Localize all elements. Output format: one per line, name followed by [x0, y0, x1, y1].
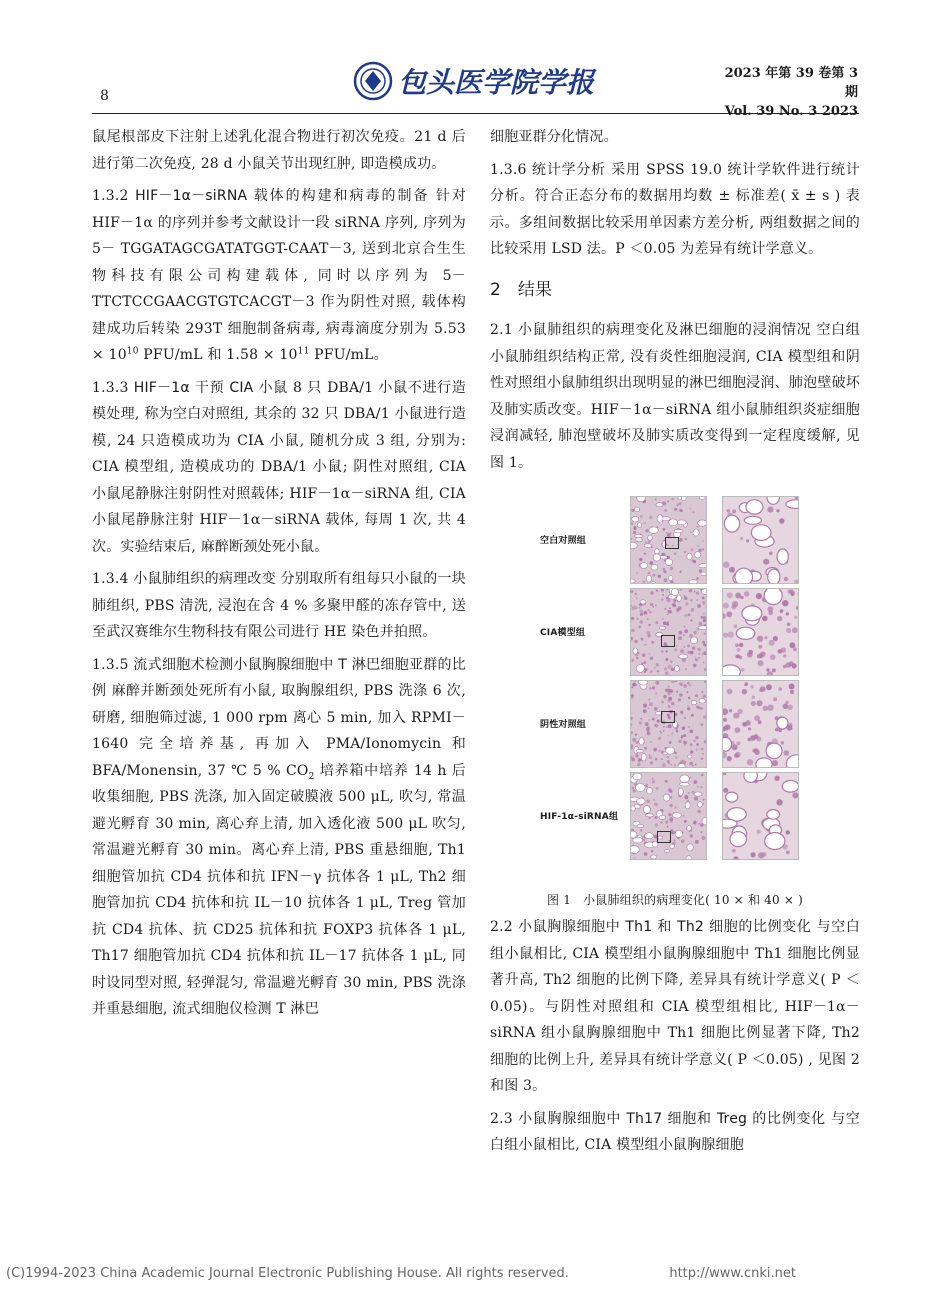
- zoom-region: [665, 537, 679, 549]
- section-body: PFU/mL。: [309, 347, 388, 363]
- micrograph-10x: [630, 588, 707, 676]
- subscript: 2: [308, 771, 315, 782]
- figure-1: [490, 496, 860, 884]
- heading-results: [490, 277, 860, 304]
- issue-line-en: Vol. 39 No. 3 2023: [724, 104, 858, 119]
- micrograph-40x: [722, 680, 799, 768]
- section-1-3-4: [92, 566, 466, 646]
- micrograph-10x: [630, 772, 707, 860]
- figure-row: [490, 588, 860, 674]
- section-number: 2.2: [490, 919, 513, 935]
- section-body: 分别取所有组每只小鼠的一块肺组织, PBS 清洗, 浸泡在含 4 % 多聚甲醛的冻存管中, 送至武汉赛维尔生物科技有限公司进行 HE 染色并拍照。: [92, 571, 466, 640]
- section-number: 1.3.3: [92, 379, 129, 396]
- section-title: 统计学分析: [531, 161, 606, 178]
- section-1-3-2: [92, 183, 466, 369]
- zoom-region: [661, 635, 675, 647]
- figure-row: [490, 772, 860, 858]
- section-body: PFU/mL 和 1.58 × 10: [138, 347, 298, 363]
- heading-title: 结果: [517, 279, 553, 300]
- section-body: 培养箱中培养 14 h 后收集细胞, PBS 洗涤, 加入固定破膜液 500 μL, 吹匀, 常温避光孵育 30 min, 离心弃上清, 加入透化液 500 μL 吹匀, 常温避光孵育 30 min。离心弃上清, PBS 重悬细胞, Th1 细胞管加抗 CD4 抗体和抗 IFN－γ 抗体各 1 μL, Th2 细胞管加抗 CD4 抗体和抗 IL－10 抗体各 1 μL, Treg 管加抗 CD4 抗体、抗 CD25 抗体和抗 FOXP3 抗体各 1 μL, Th17 细胞管加抗 CD4 抗体和抗 IL－17 抗体各 1 μL, 同时设同型对照, 轻弹混匀, 常温避光孵育 30 min, PBS 洗涤并重悬细胞, 流式细胞仪检测 T 淋巴: [92, 762, 466, 1017]
- figure-row-label: CIA模型组: [540, 628, 586, 638]
- issue-line-cn: 2023 年第 39 卷第 3 期: [724, 66, 858, 100]
- section-title: 小鼠胸腺细胞中 Th1 和 Th2 细胞的比例变化: [517, 919, 812, 935]
- journal-logo: [352, 58, 610, 104]
- paragraph: 细胞亚群分化情况。: [490, 129, 618, 145]
- section-number: 2.3: [490, 1110, 513, 1127]
- section-number: 1.3.2: [92, 188, 129, 204]
- copyright-notice: (C)1994-2023 China Academic Journal Electronic Publishing House. All rights reserved.: [6, 1266, 569, 1281]
- figure-row: [490, 680, 860, 766]
- zoom-region: [661, 711, 675, 723]
- figure-caption-text: 小鼠肺组织的病理变化( 10 × 和 40 × ): [583, 893, 803, 907]
- page-number: 8: [100, 88, 109, 104]
- section-number: 2.1: [490, 322, 513, 338]
- micrograph-40x: [722, 588, 799, 676]
- section-2-1: [490, 317, 860, 476]
- micrograph-10x: [630, 680, 707, 768]
- section-number: 1.3.4: [92, 571, 129, 587]
- section-title: 流式细胞术检测小鼠胸腺细胞中 T 淋巴细胞亚群的比例: [92, 656, 466, 699]
- section-1-3-5: [92, 652, 466, 1023]
- figure-caption-label: 图 1: [546, 893, 572, 907]
- heading-number: 2: [490, 279, 502, 300]
- journal-name: 包头医学院学报: [398, 66, 595, 99]
- superscript: 10: [126, 346, 139, 357]
- superscript: 11: [297, 346, 310, 357]
- section-title: 小鼠肺组织的病理改变: [133, 571, 276, 587]
- section-title: 小鼠胸腺细胞中 Th17 细胞和 Treg 的比例变化: [518, 1110, 826, 1127]
- section-number: 1.3.5: [92, 656, 129, 673]
- figure-row-label: 空白对照组: [540, 536, 587, 546]
- section-body: 与空白组小鼠相比, CIA 模型组小鼠胸腺细胞: [490, 1110, 861, 1153]
- paragraph: 鼠尾根部皮下注射上述乳化混合物进行初次免疫。21 d 后进行第二次免疫, 28 d 小鼠关节出现红肿, 即造模成功。: [92, 129, 466, 172]
- zoom-region: [657, 831, 671, 843]
- footer: [6, 1266, 946, 1281]
- figure-caption: [490, 890, 860, 910]
- section-title: HIF－1α 干预 CIA 小鼠: [133, 379, 288, 396]
- section-number: 1.3.6: [490, 161, 527, 178]
- figure-row: [490, 496, 860, 582]
- footer-url[interactable]: http://www.cnki.net: [669, 1266, 796, 1281]
- section-1-3-3: [92, 375, 466, 561]
- section-body: 采用 SPSS 19.0 统计学软件进行统计分析。符合正态分布的数据用均数 ± 标准差( x̄ ± s ) 表示。多组间数据比较采用单因素方差分析, 两组数据之间的比较采用 LSD 法。P ＜0.05 为差异有统计学意义。: [490, 161, 860, 257]
- micrograph-10x: [630, 496, 707, 584]
- section-body: 8 只 DBA/1 小鼠不进行造模处理, 称为空白对照组, 其余的 32 只 DBA/1 小鼠进行造模, 24 只造模成功为 CIA 小鼠, 随机分成 3 组, 分别为: CIA 模型组, 造模成功的 DBA/1 小鼠; 阴性对照组, CIA 小鼠尾静脉注射阴性对照载体; HIF－1α－siRNA 组, CIA 小鼠尾静脉注射 HIF－1α－siRNA 载体, 每周 1 次, 共 4 次。实验结束后, 麻醉断颈处死小鼠。: [92, 379, 466, 555]
- section-body: 与空白组小鼠相比, CIA 模型组小鼠胸腺细胞中 Th1 细胞比例显著升高, Th2 细胞的比例下降, 差异具有统计学意义( P ＜0.05)。与阴性对照组和 CIA 模型组相比, HIF－1α－siRNA 组小鼠胸腺细胞中 Th1 细胞比例显著下降, Th2 细胞的比例上升, 差异具有统计学意义( P ＜0.05) , 见图 2 和图 3。: [490, 919, 860, 1094]
- section-title: HIF－1α－siRNA 载体的构建和病毒的制备: [135, 188, 430, 204]
- section-2-3: [490, 1106, 860, 1159]
- micrograph-40x: [722, 772, 799, 860]
- section-2-2: [490, 914, 860, 1100]
- figure-row-label: HIF-1α-siRNA组: [540, 812, 619, 822]
- header-divider: [92, 113, 859, 114]
- micrograph-40x: [722, 496, 799, 584]
- section-title: 小鼠肺组织的病理变化及淋巴细胞的浸润情况: [518, 322, 812, 338]
- left-column: [92, 124, 466, 1029]
- figure-row-label: 阴性对照组: [540, 720, 587, 730]
- right-column: [490, 124, 860, 1165]
- section-body: 麻醉并断颈处死所有小鼠, 取胸腺组织, PBS 洗涤 6 次, 研磨, 细胞筛过滤, 1 000 rpm 离心 5 min, 加入 RPMI－1640 完全培养基, 再加入 PMA/Ionomycin 和 BFA/Monensin, 37 ℃ 5 % CO: [92, 683, 467, 779]
- section-body: 空白组小鼠肺组织结构正常, 没有炎性细胞浸润, CIA 模型组和阴性对照组小鼠肺组织出现明显的淋巴细胞浸润、肺泡壁破坏及肺实质改变。HIF－1α－siRNA 组小鼠肺组织炎症细胞浸润减轻, 肺泡壁破坏及肺实质改变得到一定程度缓解, 见图 1。: [490, 322, 861, 471]
- section-body: 针对 HIF－1α 的序列并参考文献设计一段 siRNA 序列, 序列为 5－ TGGATAGCGATATGGT-CAAT－3, 送到北京合生生物科技有限公司构建载体, 同时以序列为 5－ TTCTCCGAACGTGTCACGT－3 作为阴性对照, 载体构建成功后转染 293T 细胞制备病毒, 病毒滴度分别为 5.53 × 10: [92, 188, 467, 363]
- section-1-3-6: [490, 157, 860, 263]
- journal-emblem-icon: [352, 58, 610, 104]
